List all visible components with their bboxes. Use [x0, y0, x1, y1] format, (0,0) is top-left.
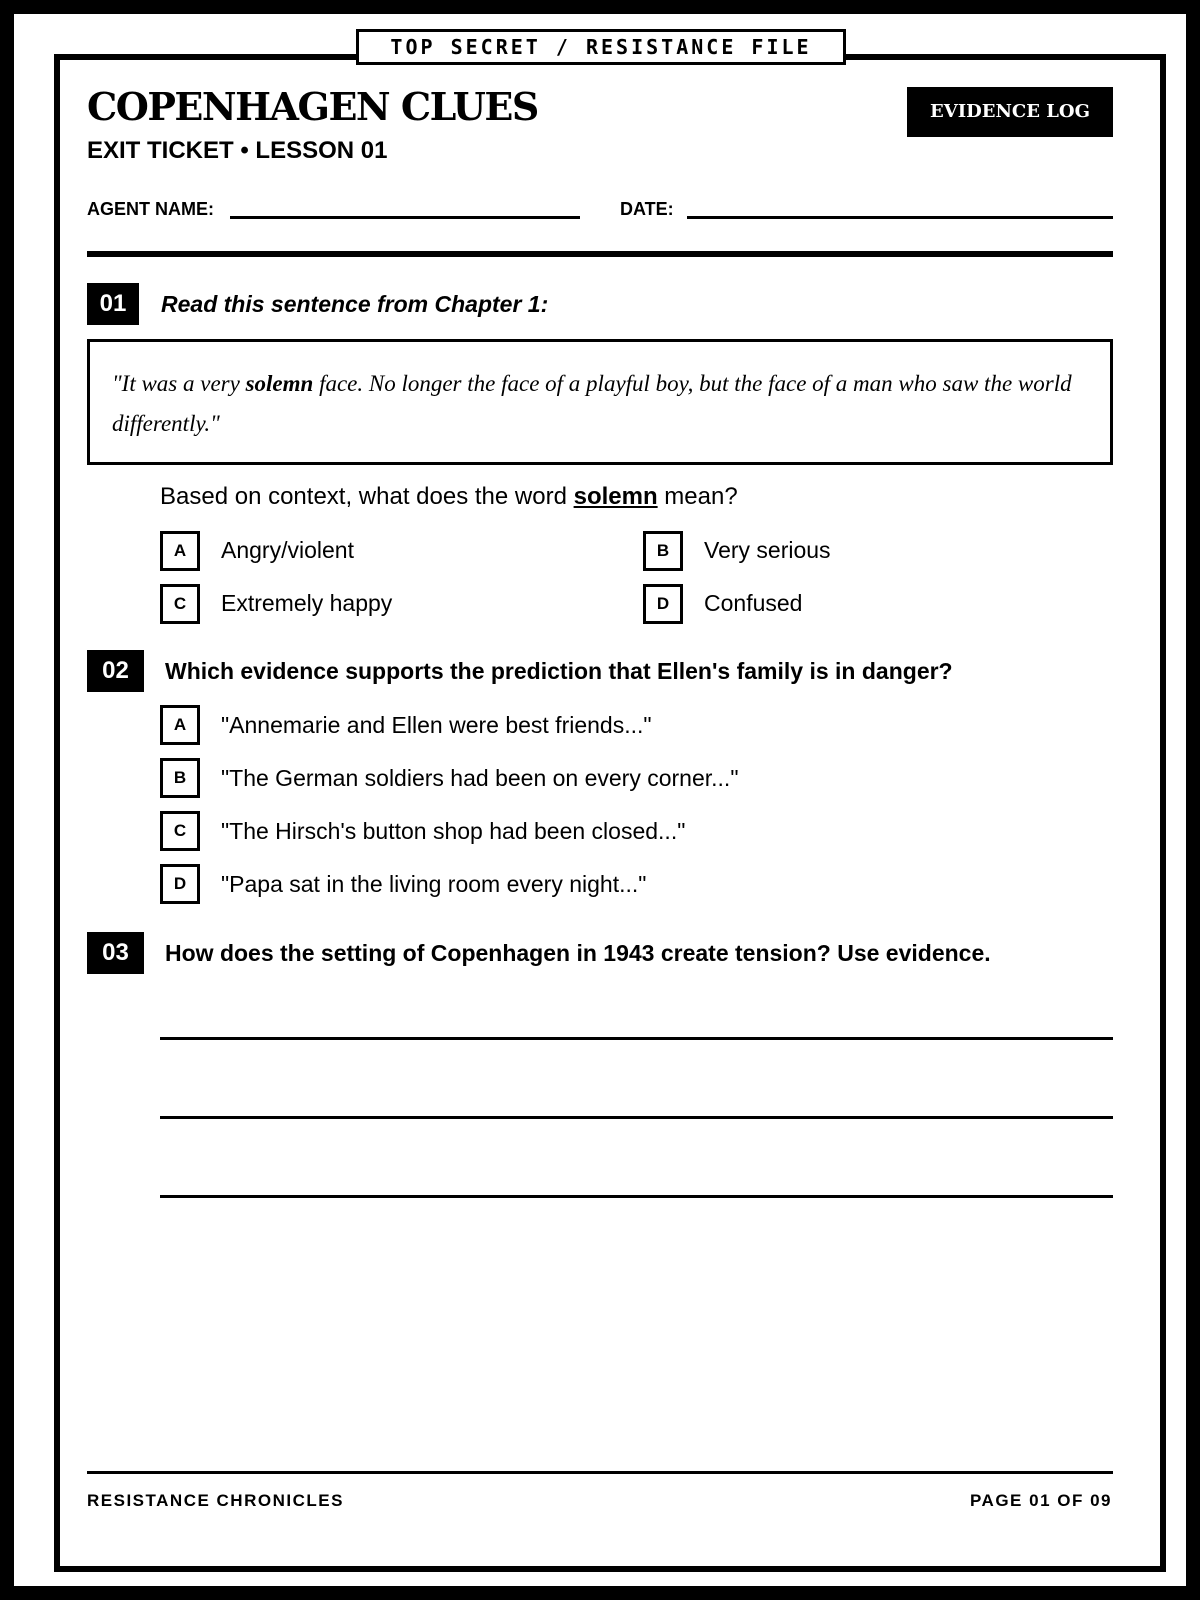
- quote-text-start: "It was a very: [112, 371, 246, 396]
- q1-option-c-text: Extremely happy: [221, 590, 393, 616]
- q2-option-d-checkbox[interactable]: D: [160, 864, 200, 904]
- q1-option-d-checkbox[interactable]: D: [643, 584, 683, 624]
- footer-series-name: RESISTANCE CHRONICLES: [87, 1491, 344, 1510]
- answer-line-3[interactable]: [160, 1195, 1113, 1198]
- prompt-text-start: Based on context, what does the word: [160, 483, 574, 510]
- q2-option-c-text: "The Hirsch's button shop had been closed...": [221, 818, 686, 844]
- agent-name-label: AGENT NAME:: [87, 199, 214, 219]
- page-subtitle: EXIT TICKET • LESSON 01: [87, 137, 388, 164]
- question-2-number: 02: [87, 650, 144, 692]
- header-divider: [87, 251, 1113, 257]
- q1-option-d-text: Confused: [704, 590, 803, 616]
- question-3-heading: How does the setting of Copenhagen in 1943 create tension? Use evidence.: [165, 940, 991, 966]
- q1-option-a-checkbox[interactable]: A: [160, 531, 200, 571]
- question-3-number: 03: [87, 932, 144, 974]
- answer-line-2[interactable]: [160, 1116, 1113, 1119]
- q1-option-c-checkbox[interactable]: C: [160, 584, 200, 624]
- q2-option-a-text: "Annemarie and Ellen were best friends...": [221, 712, 652, 738]
- page-border: [54, 54, 1166, 1572]
- q1-option-a-text: Angry/violent: [221, 537, 354, 563]
- q2-option-b-text: "The German soldiers had been on every corner...": [221, 765, 739, 791]
- prompt-key-word: solemn: [573, 483, 658, 510]
- question-1-prompt: [160, 482, 738, 512]
- classification-tab: TOP SECRET / RESISTANCE FILE: [356, 29, 846, 65]
- question-2-heading: Which evidence supports the prediction that Ellen's family is in danger?: [165, 658, 953, 684]
- footer-divider: [87, 1471, 1113, 1474]
- agent-name-field[interactable]: [230, 216, 580, 219]
- quote-highlight-word: solemn: [245, 371, 314, 396]
- q2-option-d-text: "Papa sat in the living room every night...": [221, 871, 647, 897]
- q1-option-b-checkbox[interactable]: B: [643, 531, 683, 571]
- date-label: DATE:: [620, 199, 674, 219]
- chapter-quote: [87, 339, 1113, 465]
- question-1-heading: Read this sentence from Chapter 1:: [161, 291, 549, 317]
- q2-option-b-checkbox[interactable]: B: [160, 758, 200, 798]
- quote-text-end: face. No longer the face of a playful boy, but the face of a man who saw the world differently.": [112, 371, 1072, 436]
- worksheet-page: [14, 14, 1186, 1586]
- q2-option-c-checkbox[interactable]: C: [160, 811, 200, 851]
- page-title: COPENHAGEN CLUES: [87, 84, 538, 129]
- question-1-number: 01: [87, 283, 139, 325]
- date-field[interactable]: [687, 216, 1113, 219]
- q2-option-a-checkbox[interactable]: A: [160, 705, 200, 745]
- footer-page-number: PAGE 01 OF 09: [969, 1491, 1112, 1510]
- evidence-log-button[interactable]: EVIDENCE LOG: [907, 87, 1113, 137]
- prompt-text-end: mean?: [657, 483, 738, 510]
- q1-option-b-text: Very serious: [704, 537, 831, 563]
- answer-line-1[interactable]: [160, 1037, 1113, 1040]
